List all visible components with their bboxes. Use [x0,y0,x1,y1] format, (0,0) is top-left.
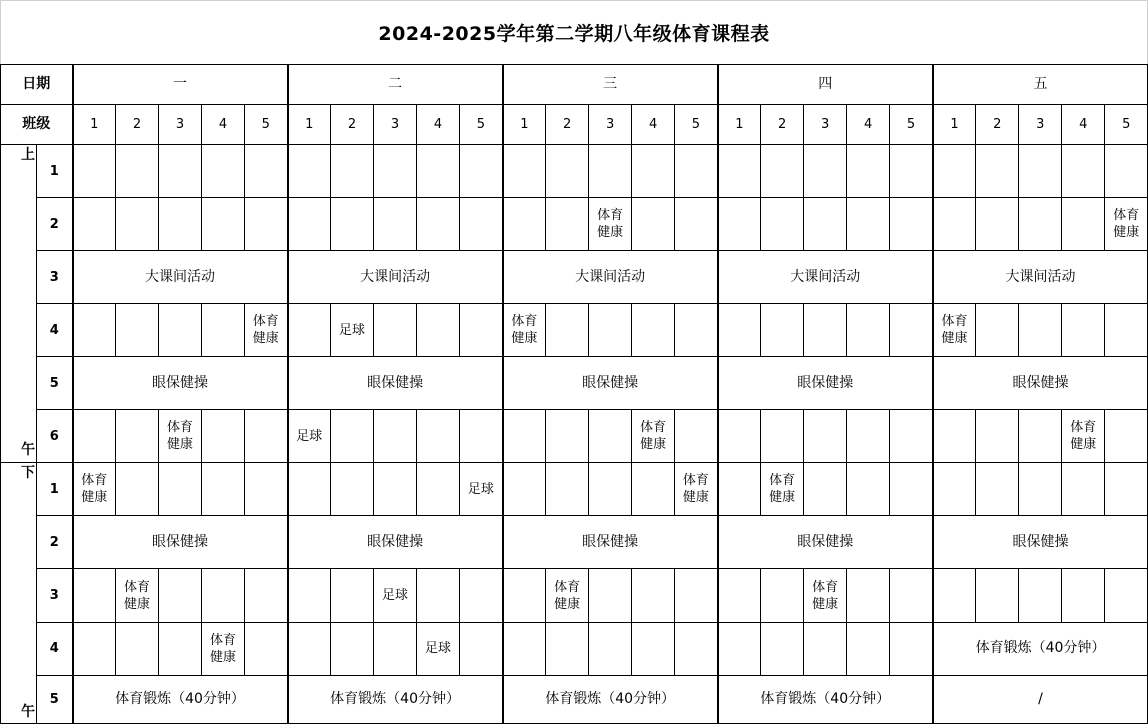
eye-exercise: 眼保健操 [503,516,718,569]
morning-label [1,145,37,463]
table-row [1,410,1148,463]
afternoon-label-bottom: 午 [21,704,35,720]
eye-exercise: 眼保健操 [288,357,503,410]
eye-exercise: 眼保健操 [718,357,933,410]
class-number: 3 [589,105,632,145]
period-number: 4 [37,622,73,675]
big-break-activity: 大课间活动 [718,251,933,304]
eye-exercise: 眼保健操 [73,516,288,569]
class-number: 5 [245,105,288,145]
big-break-activity: 大课间活动 [73,251,288,304]
lesson-pe: 体育 健康 [632,410,675,463]
period-number: 4 [37,304,73,357]
lesson-pe: 体育 健康 [546,569,589,622]
class-number: 3 [804,105,847,145]
lesson-pe: 体育 健康 [761,463,804,516]
lesson-pe: 体育 健康 [589,198,632,251]
class-number: 1 [503,105,546,145]
lesson-pe: 体育 健康 [503,304,546,357]
class-number: 4 [847,105,890,145]
pe-exercise-40min: 体育锻炼（40分钟） [503,675,718,723]
class-number: 1 [73,105,116,145]
class-number: 1 [288,105,331,145]
period-number: 3 [37,251,73,304]
class-number: 4 [417,105,460,145]
class-number: 1 [718,105,761,145]
eye-exercise: 眼保健操 [718,516,933,569]
day-header-mon: 一 [73,65,288,105]
table-row [1,198,1148,251]
period-number: 5 [37,357,73,410]
class-number: 1 [933,105,976,145]
lesson-football: 足球 [331,304,374,357]
table-row [1,357,1148,410]
class-number: 2 [976,105,1019,145]
lesson-pe: 体育 健康 [245,304,288,357]
table-row [1,516,1148,569]
class-number: 3 [374,105,417,145]
period-number: 3 [37,569,73,622]
lesson-pe: 体育 健康 [1105,198,1148,251]
lesson-football: 足球 [374,569,417,622]
day-header-thu: 四 [718,65,933,105]
class-number: 2 [331,105,374,145]
afternoon-label [1,463,37,724]
table-row [1,251,1148,304]
date-header: 日期 [1,65,73,105]
afternoon-label-top: 下 [21,465,35,481]
day-header-wed: 三 [503,65,718,105]
big-break-activity: 大课间活动 [288,251,503,304]
period-number: 1 [37,463,73,516]
class-header: 班级 [1,105,73,145]
pe-exercise-40min: 体育锻炼（40分钟） [73,675,288,723]
big-break-activity: 大课间活动 [503,251,718,304]
table-row [1,145,1148,198]
lesson-pe: 体育 健康 [202,622,245,675]
eye-exercise: 眼保健操 [288,516,503,569]
big-break-activity: 大课间活动 [933,251,1148,304]
class-number: 3 [1019,105,1062,145]
class-number: 4 [1062,105,1105,145]
lesson-pe: 体育 健康 [116,569,159,622]
no-class-slash: / [933,675,1148,723]
lesson-pe: 体育 健康 [159,410,202,463]
class-number: 5 [460,105,503,145]
lesson-pe: 体育 健康 [804,569,847,622]
pe-exercise-40min: 体育锻炼（40分钟） [288,675,503,723]
day-header-fri: 五 [933,65,1148,105]
morning-label-top: 上 [21,147,35,163]
period-number: 1 [37,145,73,198]
table-row [1,569,1148,622]
lesson-pe: 体育 健康 [1062,410,1105,463]
table-row [1,622,1148,675]
lesson-pe: 体育 健康 [933,304,976,357]
page-title: 2024-2025学年第二学期八年级体育课程表 [0,0,1148,64]
lesson-pe: 体育 健康 [675,463,718,516]
schedule-table [0,64,1148,724]
pe-exercise-40min: 体育锻炼（40分钟） [718,675,933,723]
period-number: 6 [37,410,73,463]
lesson-football: 足球 [460,463,503,516]
class-number: 2 [761,105,804,145]
eye-exercise: 眼保健操 [503,357,718,410]
class-number: 5 [1105,105,1148,145]
eye-exercise: 眼保健操 [933,357,1148,410]
morning-label-bottom: 午 [21,442,35,458]
day-header-tue: 二 [288,65,503,105]
class-number: 2 [116,105,159,145]
class-number: 2 [546,105,589,145]
lesson-football: 足球 [288,410,331,463]
class-number: 3 [159,105,202,145]
table-row [1,304,1148,357]
period-number: 2 [37,198,73,251]
lesson-football: 足球 [417,622,460,675]
class-number: 4 [632,105,675,145]
class-number: 5 [890,105,933,145]
header-class-row [1,105,1148,145]
class-number: 4 [202,105,245,145]
table-row [1,675,1148,723]
pe-exercise-40min: 体育锻炼（40分钟） [933,622,1148,675]
eye-exercise: 眼保健操 [73,357,288,410]
lesson-pe: 体育 健康 [73,463,116,516]
header-days-row [1,65,1148,105]
table-row [1,463,1148,516]
period-number: 2 [37,516,73,569]
class-number: 5 [675,105,718,145]
eye-exercise: 眼保健操 [933,516,1148,569]
period-number: 5 [37,675,73,723]
